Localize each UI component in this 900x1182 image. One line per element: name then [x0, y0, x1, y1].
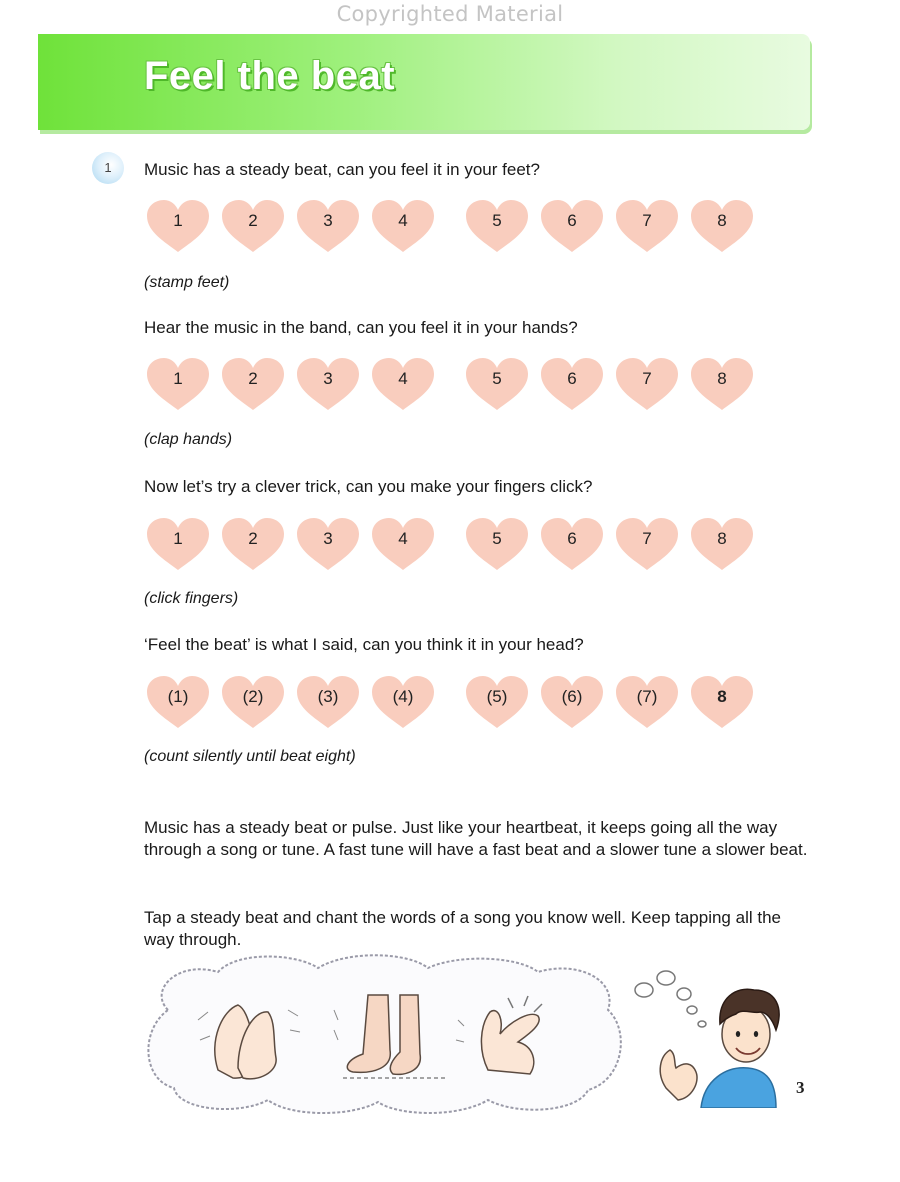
beat-heart — [539, 516, 605, 574]
beat-heart — [539, 674, 605, 732]
beat-heart — [464, 516, 530, 574]
clapping-hands-icon — [215, 1005, 276, 1079]
beat-number: (3) — [317, 687, 339, 706]
beat-heart — [220, 198, 286, 256]
verse-action: (click fingers) — [144, 590, 239, 607]
beat-heart — [689, 516, 755, 574]
copyright-watermark: Copyrighted Material — [336, 2, 564, 26]
page-title: Feel the beat — [144, 54, 396, 98]
thought-bubbles-icon — [635, 971, 706, 1027]
beat-heart — [464, 356, 530, 414]
verse-line: ‘Feel the beat’ is what I said, can you think it in your head? — [144, 635, 584, 654]
beat-heart — [614, 198, 680, 256]
instruction-paragraph: Tap a steady beat and chant the words of a song you know well. Keep tapping all the way through. — [144, 908, 781, 949]
beat-heart — [689, 198, 755, 256]
beat-heart — [370, 516, 436, 574]
beat-number: 2 — [248, 529, 258, 548]
page-number: 3 — [796, 1078, 805, 1097]
beat-number: 4 — [398, 529, 408, 548]
beat-number: (7) — [636, 687, 658, 706]
beat-heart — [464, 198, 530, 256]
beat-number: 7 — [642, 211, 652, 230]
beat-heart — [295, 198, 361, 256]
beat-heart — [220, 674, 286, 732]
verse-action: (clap hands) — [144, 431, 233, 448]
beat-heart — [295, 356, 361, 414]
boy-thinking-illustration — [626, 968, 796, 1108]
verse-line: Music has a steady beat, can you feel it in your feet? — [144, 160, 540, 179]
beat-heart — [614, 356, 680, 414]
thought-cloud-illustration — [138, 950, 632, 1115]
beat-number: 4 — [398, 211, 408, 230]
beat-number: 8 — [717, 369, 727, 388]
beat-heart — [295, 674, 361, 732]
beat-number: 8 — [717, 687, 727, 706]
beat-number: 1 — [173, 211, 183, 230]
beat-number: 3 — [323, 529, 333, 548]
beat-number: 5 — [492, 369, 502, 388]
beat-number: 1 — [173, 369, 183, 388]
beat-number: 7 — [642, 529, 652, 548]
beat-number: 3 — [323, 369, 333, 388]
beat-number: 1 — [173, 529, 183, 548]
beat-number: (4) — [392, 687, 414, 706]
beat-heart — [220, 356, 286, 414]
beat-heart — [614, 516, 680, 574]
verse-action: (count silently until beat eight) — [144, 748, 356, 765]
verse-line: Hear the music in the band, can you feel it in your hands? — [144, 318, 578, 337]
beat-heart — [220, 516, 286, 574]
beat-number: 2 — [248, 211, 258, 230]
beat-number: 6 — [567, 529, 577, 548]
beat-heart — [145, 516, 211, 574]
beat-heart — [145, 198, 211, 256]
beat-heart — [145, 356, 211, 414]
section-number-badge: 1 — [92, 152, 124, 184]
beat-number: 6 — [567, 211, 577, 230]
beat-heart — [370, 356, 436, 414]
beat-heart — [370, 198, 436, 256]
beat-heart — [370, 674, 436, 732]
beat-number: 7 — [642, 369, 652, 388]
beat-heart — [295, 516, 361, 574]
beat-heart — [689, 356, 755, 414]
beat-heart — [689, 674, 755, 732]
beat-heart — [539, 198, 605, 256]
beat-row — [0, 674, 900, 734]
beat-heart — [145, 674, 211, 732]
beat-number: 8 — [717, 211, 727, 230]
verse-action: (stamp feet) — [144, 274, 230, 291]
title-banner — [38, 34, 810, 130]
beat-heart — [464, 674, 530, 732]
beat-number: 5 — [492, 529, 502, 548]
beat-number: 5 — [492, 211, 502, 230]
beat-heart — [614, 674, 680, 732]
explanation-paragraph: Music has a steady beat or pulse. Just like your heartbeat, it keeps going all the way through a song or tune. A fast tune will have a fast beat and a slower tune a slower beat. — [144, 818, 808, 859]
verse-line: Now let’s try a clever trick, can you make your fingers click? — [144, 477, 593, 496]
beat-number: 6 — [567, 369, 577, 388]
beat-row — [0, 516, 900, 576]
beat-number: (5) — [486, 687, 508, 706]
beat-number: (6) — [561, 687, 583, 706]
beat-number: 2 — [248, 369, 258, 388]
beat-number: (1) — [167, 687, 189, 706]
beat-heart — [539, 356, 605, 414]
beat-number: 3 — [323, 211, 333, 230]
beat-row — [0, 198, 900, 258]
beat-row — [0, 356, 900, 416]
beat-number: 4 — [398, 369, 408, 388]
beat-number: (2) — [242, 687, 264, 706]
beat-number: 8 — [717, 529, 727, 548]
